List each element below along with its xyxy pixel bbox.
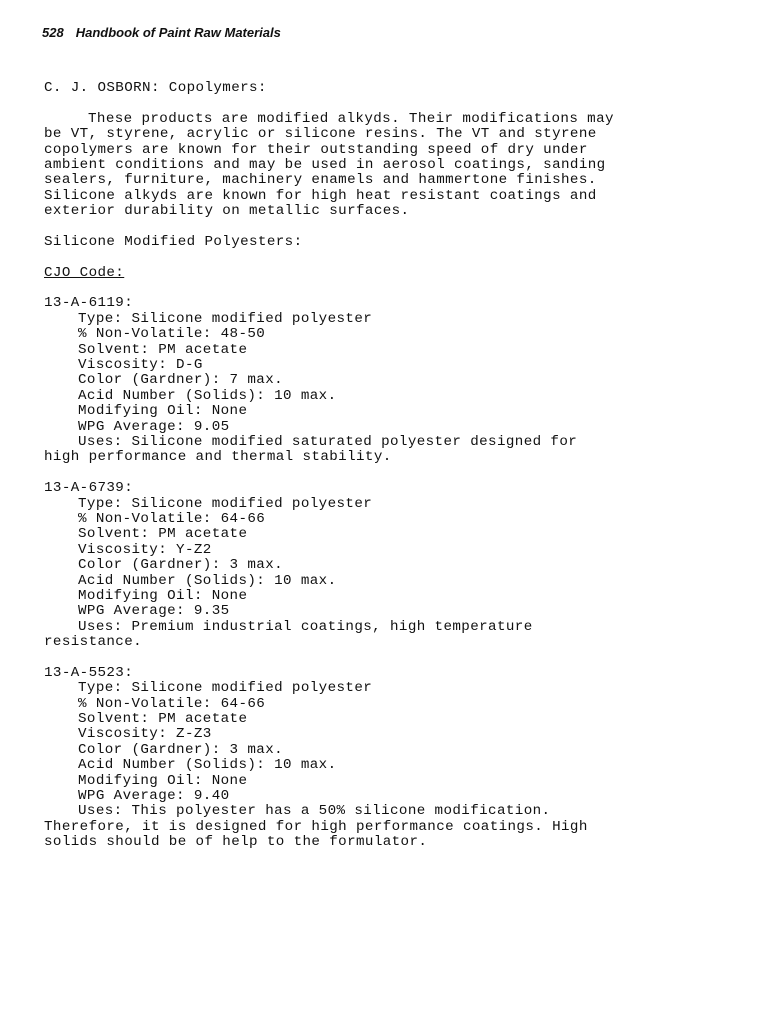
product-acid-number: Acid Number (Solids): 10 max.	[78, 757, 337, 774]
product-code: 13-A-6739:	[44, 480, 134, 497]
intro-line: ambient conditions and may be used in aerosol coatings, sanding	[44, 156, 606, 173]
section-heading: C. J. OSBORN: Copolymers:	[44, 80, 267, 96]
product-non-volatile: % Non-Volatile: 64-66	[78, 510, 266, 527]
document-body	[44, 81, 734, 851]
intro-line: copolymers are known for their outstanding speed of dry under	[44, 141, 588, 158]
product-entry	[44, 481, 734, 650]
product-color: Color (Gardner): 7 max.	[78, 372, 284, 389]
product-non-volatile: % Non-Volatile: 48-50	[78, 326, 266, 343]
intro-line: Silicone alkyds are known for high heat resistant coatings and	[44, 187, 597, 204]
product-wpg: WPG Average: 9.05	[78, 418, 230, 435]
product-wpg: WPG Average: 9.40	[78, 787, 230, 804]
intro-line: sealers, furniture, machinery enamels and hammertone finishes.	[44, 172, 597, 189]
product-color: Color (Gardner): 3 max.	[78, 741, 284, 758]
product-uses-continued: Therefore, it is designed for high performance coatings. High	[44, 818, 588, 835]
product-uses: Uses: Premium industrial coatings, high temperature	[78, 618, 533, 635]
book-title: Handbook of Paint Raw Materials	[75, 25, 281, 40]
product-solvent: Solvent: PM acetate	[78, 711, 248, 728]
product-solvent: Solvent: PM acetate	[78, 526, 248, 543]
product-uses-continued: resistance.	[44, 634, 143, 651]
product-viscosity: Viscosity: D-G	[78, 357, 203, 374]
intro-line: These products are modified alkyds. Their modifications may	[88, 110, 614, 127]
product-non-volatile: % Non-Volatile: 64-66	[78, 695, 266, 712]
intro-line: exterior durability on metallic surfaces.	[44, 203, 410, 220]
product-uses: Uses: This polyester has a 50% silicone modification.	[78, 803, 551, 820]
subsection-title: Silicone Modified Polyesters:	[44, 233, 303, 250]
product-acid-number: Acid Number (Solids): 10 max.	[78, 572, 337, 589]
product-wpg: WPG Average: 9.35	[78, 603, 230, 620]
product-type: Type: Silicone modified polyester	[78, 680, 373, 697]
product-acid-number: Acid Number (Solids): 10 max.	[78, 387, 337, 404]
product-uses-continued: solids should be of help to the formulator.	[44, 834, 428, 851]
code-label: CJO Code:	[44, 264, 125, 281]
product-color: Color (Gardner): 3 max.	[78, 557, 284, 574]
intro-line: be VT, styrene, acrylic or silicone resins. The VT and styrene	[44, 126, 597, 143]
page-number: 528	[42, 25, 64, 40]
product-code: 13-A-5523:	[44, 664, 134, 681]
product-viscosity: Viscosity: Z-Z3	[78, 726, 212, 743]
running-head	[42, 25, 281, 40]
product-modifying-oil: Modifying Oil: None	[78, 403, 248, 420]
product-modifying-oil: Modifying Oil: None	[78, 772, 248, 789]
product-solvent: Solvent: PM acetate	[78, 341, 248, 358]
product-uses-continued: high performance and thermal stability.	[44, 449, 392, 466]
product-entry	[44, 666, 734, 851]
product-type: Type: Silicone modified polyester	[78, 310, 373, 327]
product-modifying-oil: Modifying Oil: None	[78, 587, 248, 604]
product-code: 13-A-6119:	[44, 295, 134, 312]
product-uses: Uses: Silicone modified saturated polyester designed for	[78, 433, 578, 450]
product-type: Type: Silicone modified polyester	[78, 495, 373, 512]
product-viscosity: Viscosity: Y-Z2	[78, 541, 212, 558]
product-entry	[44, 296, 734, 465]
